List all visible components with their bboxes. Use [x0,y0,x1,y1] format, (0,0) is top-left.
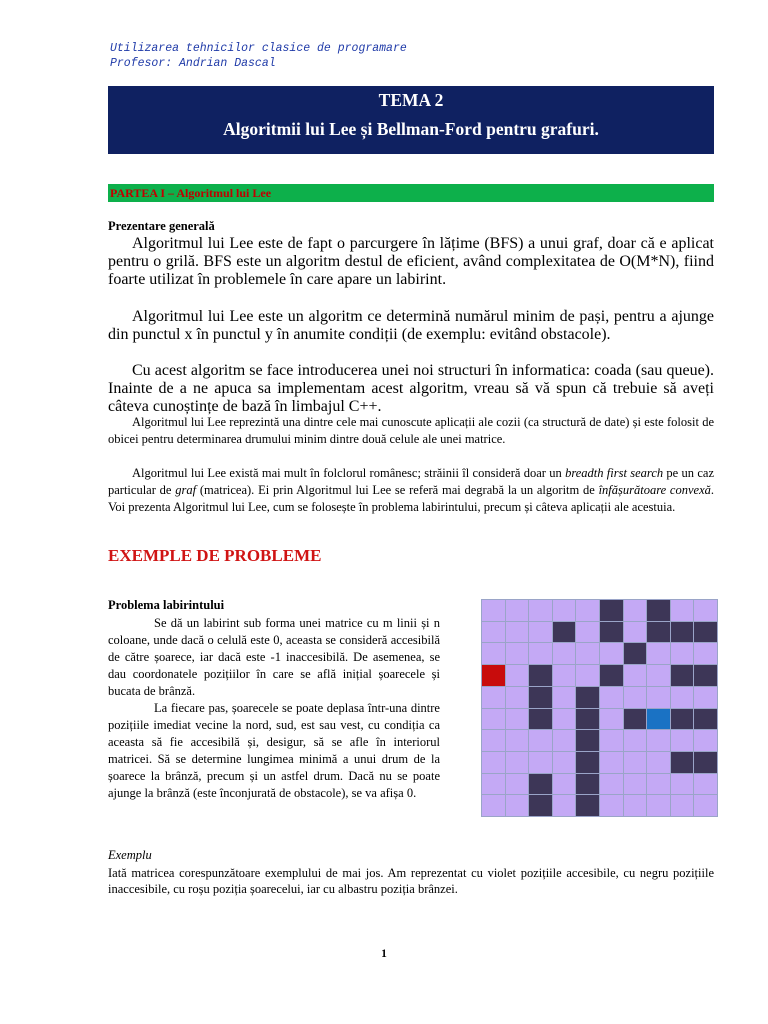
open-cell [624,795,647,816]
open-cell [506,665,529,686]
open-cell [506,687,529,708]
example-heading: Exemplu [108,848,152,862]
text-run-italic: graf [175,483,197,497]
header-professor: Profesor: Andrian Dascal [110,57,276,70]
open-cell [600,643,623,664]
blocked-cell [694,622,717,643]
open-cell [671,795,694,816]
header-course: Utilizarea tehnicilor clasice de programare [110,42,407,55]
cheese-cell [647,709,670,730]
blocked-cell [529,709,552,730]
open-cell [576,600,599,621]
open-cell [694,730,717,751]
open-cell [600,774,623,795]
open-cell [506,709,529,730]
intro-paragraph-1: Algoritmul lui Lee este de fapt o parcurgere în lățime (BFS) a unui graf, doar că e aplicat pentru o grilă. BFS este un algoritm destul de eficient, având complexitatea de O(M*N), fiind foarte utilizat în problemele în care apare un labirint. [108,235,714,288]
blocked-cell [624,643,647,664]
open-cell [600,709,623,730]
open-cell [506,643,529,664]
labyrinth-heading: Problema labirintului [108,598,225,612]
open-cell [671,643,694,664]
open-cell [482,643,505,664]
open-cell [624,665,647,686]
open-cell [553,687,576,708]
open-cell [506,795,529,816]
open-cell [553,774,576,795]
blocked-cell [694,665,717,686]
part-heading: PARTEA I – Algoritmul lui Lee [108,184,714,202]
blocked-cell [647,622,670,643]
labyrinth-paragraph-2: La fiecare pas, șoarecele se poate deplasa într-una dintre pozițiile imediat vecine la nord, sud, est sau vest, cu condiția ca aceasta să fie accesibilă și, desigur, să se afle în interiorul matricei. Să se determine lungimea minimă a unui drum de la șoarece la brânză, precum și un astfel drum. Dacă nu se poate ajunge la brânză (este înconjurată de obstacole), se va afișa 0. [108,701,440,800]
labyrinth-paragraph-1: Se dă un labirint sub forma unei matrice cu m linii și n coloane, unde dacă o celulă este 0, aceasta se consideră accesibilă de către șoarece, iar dacă este -1 inaccesibilă. De asemenea, se dau coordonatele pozițiilor în care se află inițial șoarecele și bucata de brânză. [108,616,440,698]
labyrinth-text [108,597,440,802]
open-cell [553,643,576,664]
open-cell [482,687,505,708]
open-cell [624,600,647,621]
open-cell [482,709,505,730]
open-cell [506,600,529,621]
page-subtitle: Algoritmii lui Lee și Bellman-Ford pentru grafuri. [223,119,599,139]
open-cell [694,643,717,664]
page-header [110,41,407,71]
blocked-cell [576,795,599,816]
open-cell [600,752,623,773]
blocked-cell [600,665,623,686]
text-run: (matricea). Ei prin Algoritmul lui Lee se referă mai degrabă la un algoritm de [196,483,599,497]
open-cell [647,730,670,751]
blocked-cell [671,622,694,643]
blocked-cell [529,687,552,708]
open-cell [647,665,670,686]
open-cell [553,730,576,751]
open-cell [553,795,576,816]
blocked-cell [600,622,623,643]
open-cell [624,687,647,708]
open-cell [529,643,552,664]
open-cell [482,730,505,751]
blocked-cell [576,709,599,730]
open-cell [529,622,552,643]
open-cell [553,665,576,686]
text-run-italic: breadth first search [565,466,664,480]
blocked-cell [529,665,552,686]
open-cell [647,752,670,773]
open-cell [671,687,694,708]
blocked-cell [529,774,552,795]
title-banner [108,86,714,154]
blocked-cell [671,752,694,773]
open-cell [671,600,694,621]
blocked-cell [694,709,717,730]
open-cell [694,600,717,621]
open-cell [576,665,599,686]
open-cell [553,600,576,621]
open-cell [482,774,505,795]
blocked-cell [671,709,694,730]
open-cell [482,600,505,621]
text-run: pe un caz particular de [108,466,714,497]
open-cell [506,622,529,643]
intro-paragraph-2: Algoritmul lui Lee este un algoritm ce determină numărul minim de pași, pentru a ajunge din punctul x în punctul y în anumite condiții (de exemplu: evitând obstacole). [108,308,714,343]
open-cell [694,687,717,708]
open-cell [529,600,552,621]
open-cell [482,622,505,643]
blocked-cell [576,752,599,773]
overview-heading: Prezentare generală [108,219,215,233]
text-run: . Voi prezenta Algoritmul lui Lee, cum se folosește în problema labirintului, precum și câteva aplicații ale acestuia. [108,483,714,514]
blocked-cell [647,600,670,621]
open-cell [624,730,647,751]
blocked-cell [624,709,647,730]
text-run: Algoritmul lui Lee există mai mult în folclorul românesc; străinii îl consideră doar un [132,466,566,480]
open-cell [671,774,694,795]
open-cell [647,795,670,816]
page-title: TEMA 2 [378,90,444,110]
blocked-cell [600,600,623,621]
open-cell [647,774,670,795]
blocked-cell [576,730,599,751]
open-cell [553,752,576,773]
blocked-cell [671,665,694,686]
blocked-cell [576,687,599,708]
mouse-cell [482,665,505,686]
example-paragraph: Iată matricea corespunzătoare exemplului de mai jos. Am reprezentat cu violet pozițiile accesibile, cu negru pozițiile inaccesibile, cu roșu poziția șoarecelui, iar cu albastru poziția brânzei. [108,866,714,896]
open-cell [482,795,505,816]
blocked-cell [553,622,576,643]
open-cell [529,730,552,751]
open-cell [647,643,670,664]
open-cell [624,622,647,643]
open-cell [624,752,647,773]
open-cell [506,730,529,751]
text-run-italic: înfășurătoare convexă [598,483,711,497]
blocked-cell [576,774,599,795]
open-cell [694,795,717,816]
open-cell [671,730,694,751]
open-cell [553,709,576,730]
lee-paragraph-1: Algoritmul lui Lee reprezintă una dintre cele mai cunoscute aplicații ale cozii (ca structură de date) și este folosit de obicei pentru determinarea drumului minim dintre două celule ale unei matrice. [108,415,714,446]
open-cell [576,643,599,664]
intro-paragraph-3: Cu acest algoritm se face introducerea unei noi structuri în informatica: coada (sau queue). Inainte de a ne apuca sa implementam acest algoritm, vreau să vă spun că trebuie să aveți câteva cunoștințe de bază în limbajul C++. [108,362,714,415]
open-cell [482,752,505,773]
open-cell [506,774,529,795]
open-cell [600,730,623,751]
labyrinth-grid [481,599,718,817]
examples-heading: EXEMPLE DE PROBLEME [108,546,322,565]
blocked-cell [694,752,717,773]
blocked-cell [529,795,552,816]
open-cell [529,752,552,773]
open-cell [506,752,529,773]
lee-paragraph-2 [108,465,714,516]
open-cell [624,774,647,795]
page-number: 1 [381,948,387,960]
open-cell [647,687,670,708]
open-cell [600,687,623,708]
open-cell [576,622,599,643]
open-cell [694,774,717,795]
open-cell [600,795,623,816]
